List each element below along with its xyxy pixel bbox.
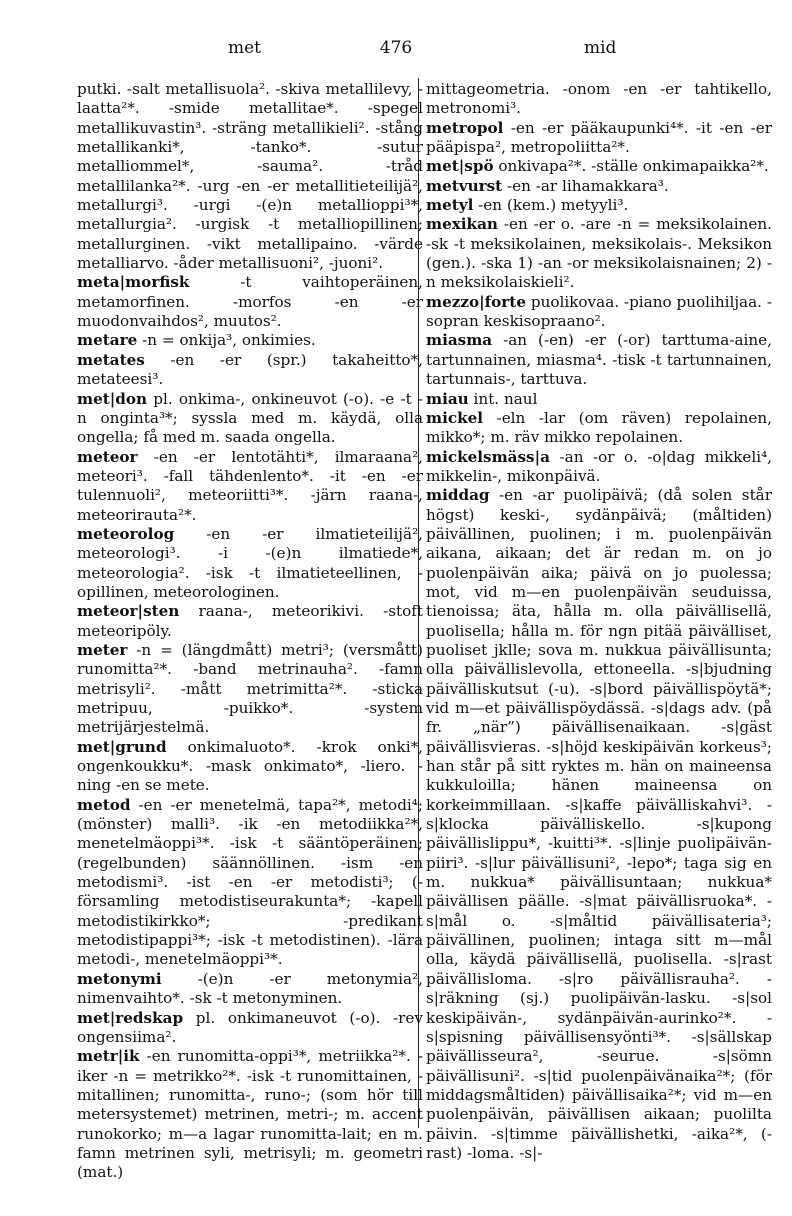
entry-headword: metod [77,795,131,814]
entry-text: onkimaluoto*. -krok onki*, ongenkoukku*. -mask onkimato*, -liero. -ning -en se mete. [77,737,423,795]
dictionary-entry [77,525,423,602]
entry-text: -en -er (spr.) takaheitto*, metateesi³. [77,350,423,389]
dictionary-entry [77,1009,423,1048]
dictionary-entry [77,602,423,641]
entry-headword: metare [77,331,138,350]
entry-text: -en -ar lihamakkara³. [502,176,669,195]
entry-headword: meter [77,640,128,659]
dictionary-entry [77,641,423,738]
entry-headword: met|spö [426,157,494,176]
entry-headword: metyl [426,196,474,215]
entry-text: -n = (längdmått) metri³; (versmått) runomitta²*. -band metrinauha². -famn metrisyli². -mått metrimitta²*. -sticka metripuu, -puikko*. -system metrijärjestelmä. [77,640,423,737]
entry-text: int. naul [468,389,538,408]
entry-text: -t vaihtoperäinen, metamorfinen. -morfos -en -er muodonvaihdos², muutos². [77,273,423,331]
right-column [426,80,772,1162]
entry-text: -(e)n -er metonymia², nimenvaihto*. -sk -t metonyminen. [77,969,423,1008]
dictionary-entry [426,196,772,215]
dictionary-entry [426,331,772,389]
entry-text: putki. -salt metallisuola². -skiva metallilevy, -laatta²*. -smide metallitae*. -spegel metallikuvastin³. -sträng metallikieli². -stång metallikanki*, -tanko*. -sutur metalliommel*, -sauma². -tråd metallilanka²*. -urg -en -er metallitieteilijä², metallurgi³. -urgi -(e)n metallioppi³*, metallurgia². -urgisk -t metalliopillinen; metallurginen. -vikt metallipaino. -värde metalliarvo. -åder metallisuoni², -juoni². [77,80,423,273]
dictionary-entry [426,448,772,487]
entry-headword: meteorolog [77,524,175,543]
dictionary-entry [426,486,772,1163]
entry-text: pl. onkimaneuvot (-o). -rev ongensiima². [77,1008,423,1046]
entry-headword: metr|ik [77,1047,140,1066]
entry-text: -en -er pääkaupunki⁴*. -it -en -er pääpispa², metropoliitta²*. [426,118,772,157]
entry-text: -en -er ilmatieteilijä², meteorologi³. -i -(e)n ilmatiede*, meteorologia². -isk -t ilmatieteellinen, -opillinen, meteorologinen. [77,524,423,601]
entry-headword: meteor|sten [77,602,180,621]
entry-text: pl. onkima-, onkineuvot (-o). -e -t -n onginta³*; syssla med m. käydä, olla ongella; få med m. saada ongella. [77,389,423,447]
entry-text: puolikovaa. -piano puolihiljaa. -sopran keskisopraano². [426,292,772,331]
dictionary-entry [77,390,423,448]
header-right-guideword: mid [584,38,617,58]
entry-text: -eln -lar (om räven) repolainen, mikko*; m. räv mikko repolainen. [426,408,772,447]
dictionary-entry [426,80,772,119]
dictionary-entry [77,273,423,331]
entry-headword: miasma [426,331,493,350]
entry-text: -n = onkija³, onkimies. [137,331,316,350]
entry-text: -en -ar puolipäivä; (då solen står högst) keski-, sydänpäivä; (måltiden) päivällinen, puolinen; i m. puolenpäivän aikana, aikaan; det är redan m. on jo puolenpäivän aika; päivä on jo puolessa; mot, vid m—en puolenpäivän seuduissa, tienoissa; äta, hålla m. olla päivällisellä, puolisella; hålla m. för ngn pitää päivälliset, puoliset jklle; sova m. nukkua päivällisunta; olla päivällislevolla, ettoneella. -s|bjudning päivälliskutsut (-u). -s|bord päivällispöytä*; vid m—et päivällispöydässä. -s|dags adv. (på fr. „när”) päivällisenaikaan. -s|gäst päivällisvieras. -s|höjd keskipäivän korkeus³; han står på sitt ryktes m. hän on maineensa kukkuloilla; hänen maineensa on korkeimmillaan. -s|kaffe päivälliskahvi³. -s|klocka päivälliskello. -s|kupong päivällislippu*, -kuitti³*. -s|linje puolipäivän-piiri³. -s|lur päivällisuni², -lepo*; taga sig en m. nukkua* päivällisuntaan; nukkua* päivällisen päälle. -s|mat päivällisruoka*. -s|mål o. -s|måltid päivällisateria³; päivällinen, puolinen; intaga sitt m—mål olla, käydä päivällisellä, puolisella. -s|rast päivällisloma. -s|ro päivällisrauha². -s|räkning (sj.) puolipäivän-lasku. -s|sol keskipäivän-, sydänpäivän-aurinko²*. -s|spisning päivällisensyönti³*. -s|sällskap päivällisseura², -seurue. -s|sömn päivällisuni². -s|tid puolenpäivänaika²*; (för middagsmåltiden) päivällisaika²*; vid m—en puolenpäivän, päivällisen aikaan; puolilta päivin. -s|timme päivällishetki, -aika²*, (-rast) -loma. -s|- [426,486,772,1162]
entry-headword: miau [426,389,469,408]
dictionary-entry [426,119,772,158]
entry-text: -en (kem.) metyyli³. [473,196,629,215]
dictionary-entry [77,796,423,970]
entry-text: -en -er o. -are -n = meksikolainen. -sk -t meksikolainen, meksikolais-. Meksikon (gen.). -ska 1) -an -or meksikolaisnainen; 2) -n meksikolaiskieli². [426,215,772,292]
entry-text: -en runomitta-oppi³*, metriikka²*. -iker -n = metrikko²*. -isk -t runomittainen, -mitallinen; runomitta-, runo-; (som hör till metersystemet) metrinen, metri-; m. accent runokorko; m—a lagar runomitta-lait; en m. famn metrinen syli, metrisyli; m. geometri (mat.) [77,1047,423,1182]
entry-headword: met|don [77,389,148,408]
entry-text: mittageometria. -onom -en -er tahtikello, metronomi³. [426,80,772,118]
entry-headword: mickel [426,408,484,427]
header-left-guideword: met [228,38,262,58]
entry-headword: metates [77,350,145,369]
entry-headword: meteor [77,447,138,466]
entry-text: -an -or o. -o|dag mikkeli⁴, mikkelin-, mikonpäivä. [426,447,772,485]
dictionary-entry [77,80,423,273]
entry-headword: meta|morfisk [77,273,190,292]
dictionary-entry [426,409,772,448]
entry-headword: middag [426,486,490,505]
dictionary-entry [77,331,423,350]
entry-text: -en -er lentotähti*, ilmaraana², meteori³. -fall tähdenlento*. -it -en -er tulennuoli², meteoriitti³*. -järn raana-, meteorirauta²*. [77,447,423,524]
entry-headword: metonymi [77,969,162,988]
entry-text: -en -er menetelmä, tapa²*, metodi⁴; (mönster) malli³. -ik -en metodiikka²*, menetelmäoppi³*. -isk -t sääntöperäinen; (regelbunden) säännöllinen. -ism -en metodismi³. -ist -en -er metodisti³; (-församling metodistiseurakunta*; -kapell metodistikirkko*; -predikant metodistipappi³*; -isk -t metodistinen). -lära metodi-, menetelmäoppi³*. [77,795,423,969]
left-column [77,80,423,1182]
entry-headword: mickelsmäss|a [426,447,550,466]
entry-headword: metropol [426,118,504,137]
entry-headword: metvurst [426,176,503,195]
dictionary-entry [426,157,772,176]
entry-headword: met|grund [77,737,167,756]
page-number: 476 [379,38,413,58]
entry-text: raana-, meteorikivi. -stoft meteoripöly. [77,602,423,640]
entry-text: onkivapa²*. -ställe onkimapaikka²*. [493,157,769,176]
dictionary-entry [77,351,423,390]
dictionary-entry [77,970,423,1009]
dictionary-entry [426,390,772,409]
entry-headword: mexikan [426,215,498,234]
dictionary-entry [426,177,772,196]
entry-headword: met|redskap [77,1008,184,1027]
entry-text: -an (-en) -er (-or) tarttuma-aine, tartunnainen, miasma⁴. -tisk -t tartunnainen, tartunnais-, tarttuva. [426,331,772,389]
dictionary-entry [77,448,423,525]
dictionary-entry [426,293,772,332]
dictionary-entry [77,738,423,796]
dictionary-entry [77,1047,423,1182]
dictionary-entry [426,215,772,292]
page-header [0,38,792,68]
entry-headword: mezzo|forte [426,292,526,311]
